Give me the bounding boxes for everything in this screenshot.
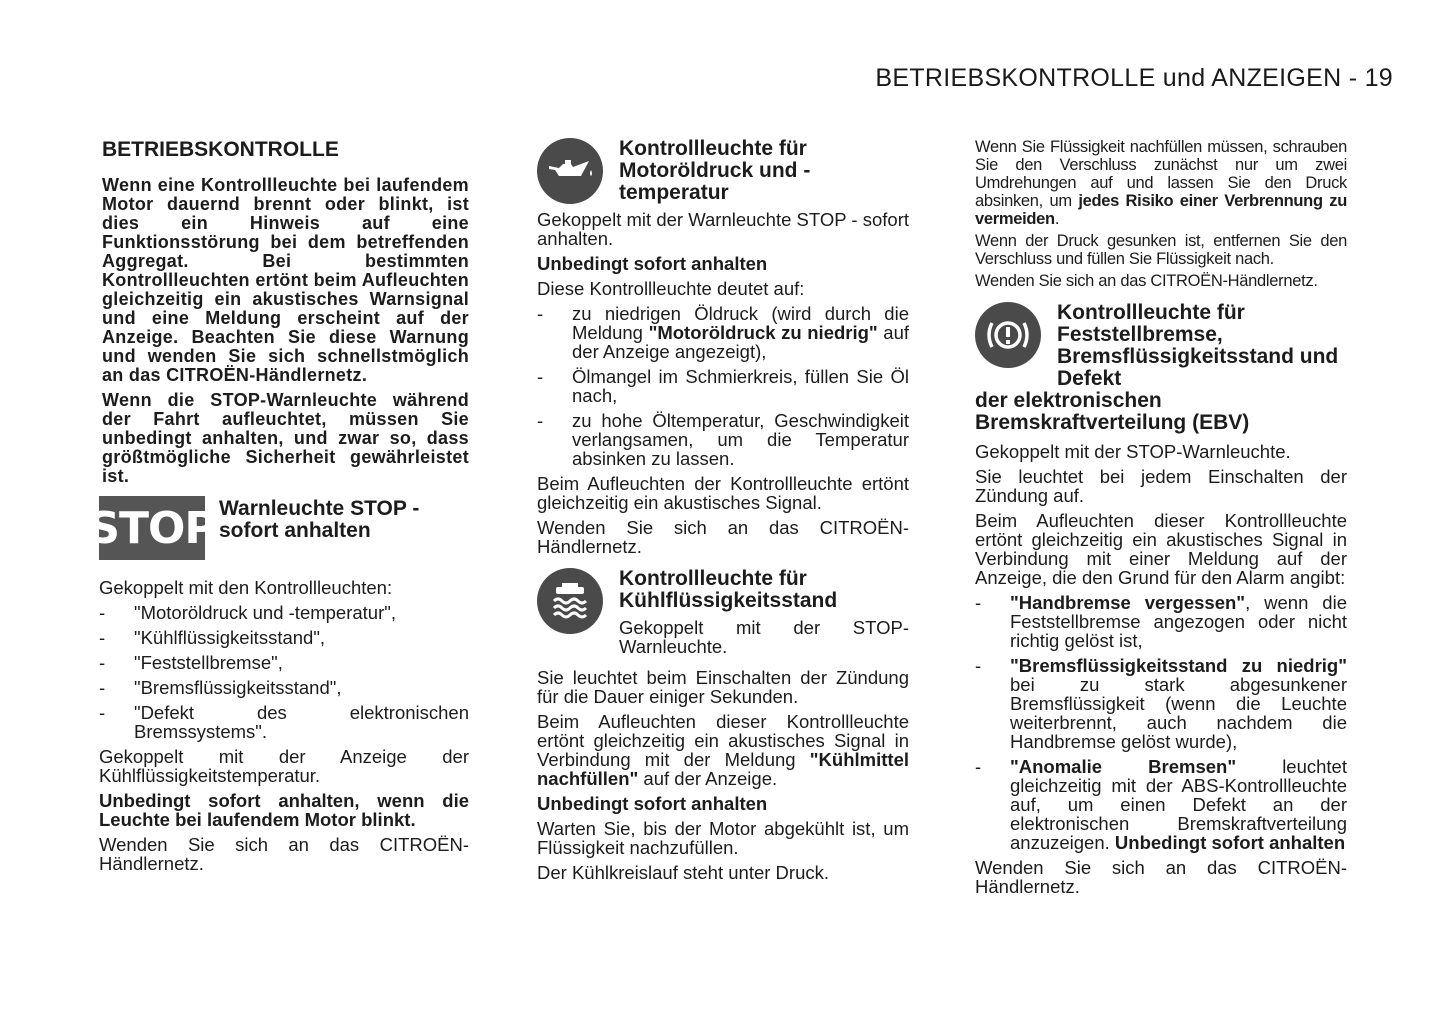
coolant-ignition: Sie leuchtet beim Einschalten der Zündung für die Dauer einiger Sekunden.	[537, 667, 909, 707]
list-item: - "Bremsflüssigkeitsstand zu niedrig" bei zu stark abgesunkener Bremsflüssigkeit (wenn die Leuchte weiterbrennt, auch nachdem die Handbremse gelöst wurde),	[975, 656, 1347, 751]
stop-icon: STOP	[99, 496, 205, 560]
list-item: - "Defekt des elektronischen Bremssystems".	[99, 703, 469, 741]
brake-ignition: Sie leuchtet bei jedem Einschalten der Zündung auf.	[975, 466, 1347, 506]
list-item: - "Bremsflüssigkeitsstand",	[99, 678, 469, 697]
list-item: - "Kühlflüssigkeitsstand",	[99, 628, 469, 647]
coolant-pressure: Der Kühlkreislauf steht unter Druck.	[537, 862, 830, 883]
coolant-coupled: Gekoppelt mit der STOP-Warnleuchte.	[619, 617, 909, 657]
contact-dealer-small: Wenden Sie sich an das CITROËN-Händlernetz.	[975, 272, 1318, 290]
column-right	[975, 138, 1347, 902]
column-left	[88, 138, 469, 879]
brake-coupled: Gekoppelt mit der STOP-Warnleuchte.	[975, 441, 1291, 462]
brake-sound: Beim Aufleuchten dieser Kontrollleuchte ertönt gleichzeitig ein akustisches Signal in Verbindung mit einer Meldung auf der Anzeige, die den Grund für den Alarm angibt:	[975, 510, 1347, 588]
oil-contact: Wenden Sie sich an das CITROËN-Händlernetz.	[537, 517, 909, 557]
oil-sound: Beim Aufleuchten der Kontrollleuchte ertönt gleichzeitig ein akustisches Signal.	[537, 473, 909, 513]
coolant-icon	[537, 568, 603, 634]
list-item: - zu niedrigen Öldruck (wird durch die Meldung "Motoröldruck zu niedrig" auf der Anzeige angezeigt),	[537, 304, 909, 361]
page-header: BETRIEBSKONTROLLE und ANZEIGEN - 19	[875, 64, 1393, 92]
oil-can-icon	[537, 138, 603, 204]
brake-title-line2: der elektronischen Bremskraftverteilung (EBV)	[975, 389, 1250, 434]
coupled-intro: Gekoppelt mit den Kontrollleuchten:	[99, 577, 393, 598]
stop-blink-warning: Unbedingt sofort anhalten, wenn die Leuchte bei laufendem Motor blinkt.	[99, 790, 469, 830]
coolant-block-header	[537, 568, 909, 662]
list-item: - "Feststellbremse",	[99, 653, 469, 672]
coolant-wait: Warten Sie, bis der Motor abgekühlt ist, um Flüssigkeit nachzufüllen.	[537, 818, 909, 858]
coupled-display: Gekoppelt mit der Anzeige der Kühlflüssigkeitstemperatur.	[99, 746, 469, 786]
coolant-title: Kontrollleuchte für Kühlflüssigkeitsstand	[619, 567, 838, 612]
brake-title-line1: Kontrollleuchte für Feststellbremse, Bremsflüssigkeitsstand und Defekt	[1057, 301, 1339, 390]
list-item: - "Handbremse vergessen", wenn die Feststellbremse angezogen oder nicht richtig gelöst ist,	[975, 593, 1347, 650]
brake-contact: Wenden Sie sich an das CITROËN-Händlernetz.	[975, 857, 1347, 897]
list-item: - "Motoröldruck und -temperatur",	[99, 603, 469, 622]
stop-title-line1: Warnleuchte STOP -	[219, 497, 420, 520]
list-item: - Ölmangel im Schmierkreis, füllen Sie Öl nach,	[537, 367, 909, 405]
coolant-stop: Unbedingt sofort anhalten	[537, 793, 768, 814]
stop-title-line2: sofort anhalten	[219, 519, 371, 542]
section-title: BETRIEBSKONTROLLE	[102, 138, 339, 161]
refill-note: Wenn Sie Flüssigkeit nachfüllen müssen, schrauben Sie den Verschluss zunächst nur um zwei Umdrehungen auf und lassen Sie den Druck absinken, um jedes Risiko einer Verbrennung zu vermeiden.	[975, 138, 1347, 228]
brake-warning-icon	[975, 302, 1041, 368]
oil-list	[537, 304, 909, 468]
brake-block-header	[975, 302, 1347, 390]
list-item: - zu hohe Öltemperatur, Geschwindigkeit verlangsamen, um die Temperatur absinken zu lassen.	[537, 411, 909, 468]
intro-warning: Wenn eine Kontrollleuchte bei laufendem Motor dauernd brennt oder blinkt, ist dies ein Hinweis auf eine Funktionsstörung bei dem betreffenden Aggregat. Bei bestimmten Kontrollleuchten ertönt beim Aufleuchten gleichzeitig ein akustisches Warnsignal und eine Meldung erscheint auf der Anzeige. Beachten Sie diese Warnung und wenden Sie sich schnellstmöglich an das CITROËN-Händlernetz.	[102, 175, 469, 385]
pressure-drop: Wenn der Druck gesunken ist, entfernen Sie den Verschluss und füllen Sie Flüssigkeit nach.	[975, 232, 1347, 268]
oil-title: Kontrollleuchte für Motoröldruck und -temperatur	[619, 137, 811, 204]
stop-block-header	[88, 496, 469, 560]
oil-coupled: Gekoppelt mit der Warnleuchte STOP - sofort anhalten.	[537, 209, 909, 249]
stop-warning: Wenn die STOP-Warnleuchte während der Fahrt aufleuchtet, müssen Sie unbedingt anhalten, und zwar so, dass größtmögliche Sicherheit gewährleistet ist.	[102, 390, 469, 486]
coupled-list	[99, 603, 469, 741]
oil-block-header	[537, 138, 909, 204]
column-middle	[537, 138, 909, 888]
brake-list	[975, 593, 1347, 852]
list-item: - "Anomalie Bremsen" leuchtet gleichzeitig mit der ABS-Kontrollleuchte auf, um einen Defekt an der elektronischen Bremskraftverteilung anzuzeigen. Unbedingt sofort anhalten	[975, 757, 1347, 852]
oil-stop: Unbedingt sofort anhalten	[537, 253, 768, 274]
oil-indicates: Diese Kontrollleuchte deutet auf:	[537, 278, 805, 299]
coolant-sound: Beim Aufleuchten dieser Kontrollleuchte ertönt gleichzeitig ein akustisches Signal in Verbindung mit der Meldung "Kühlmittel nachfüllen" auf der Anzeige.	[537, 711, 909, 789]
contact-dealer: Wenden Sie sich an das CITROËN-Händlernetz.	[99, 834, 469, 874]
